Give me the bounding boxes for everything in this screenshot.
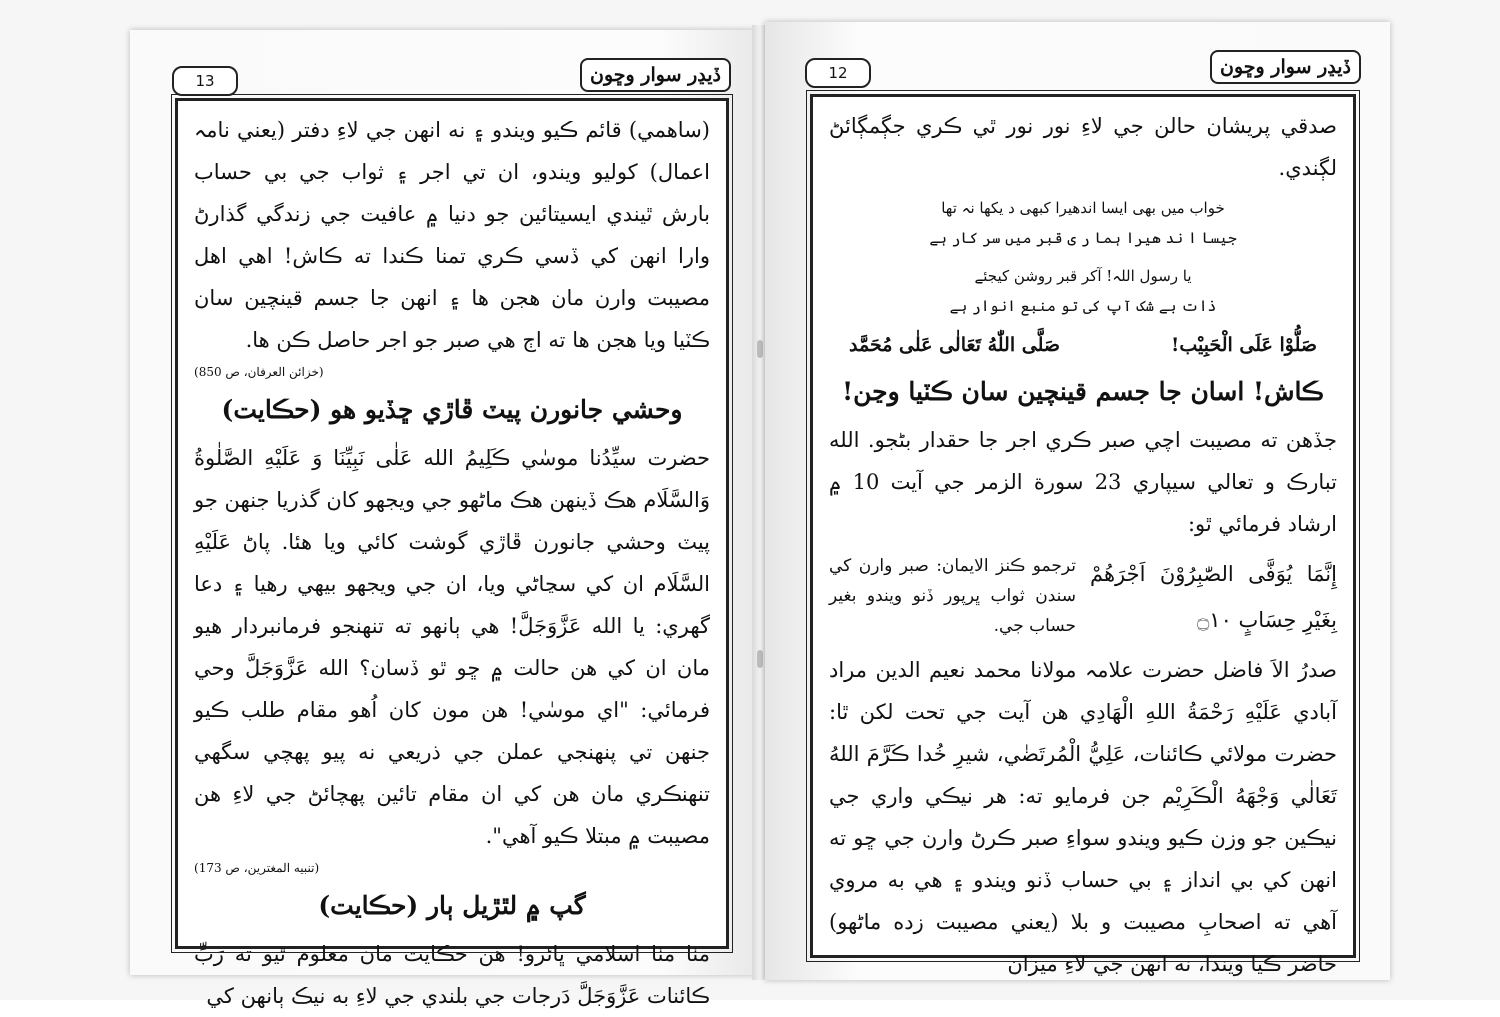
section-heading: گپ ۾ لٿڙيل ٻار (حڪايت) [318, 891, 586, 920]
verse-line: جیسا ا ند ھیرا ہما ر ی قبر میں سر کار ہے [929, 229, 1237, 247]
verse-line: یا رسول اللہ! آکر قبر روشن کیجئے [974, 267, 1192, 285]
paragraph: صدرُ الاَ فاضل حضرت علامہ مولانا محمد نعيم الدين مراد آبادي عَلَيْهِ رَحْمَةُ اللهِ الْهَادِي هن آيت جي تحت لکن ٿا: حضرت مولائي ڪائنات، عَلِيُّ الْمُرتَضٰي، شيرِ خُدا ڪَرَّمَ اللهُ تَعَالٰي وَجْهَهُ الْڪَرِيْم جن فرمايو ته: هر نيڪي واري جي نيڪين جو وزن ڪيو ويندو سواءِ صبر ڪرڻ وارن جي ڇو ته انهن کي بي انداز ۽ بي حساب ڏنو ويندو ۽ هي به مروي آهي ته اصحابِ مصيبت و بلا (يعني مصيبت زده ماڻهو) حاضر ڪيا ويندا، نه انهن جي لاءِ ميزان [829, 658, 1337, 976]
running-head: ڏيڍر سوار وڇون [1210, 50, 1361, 84]
paragraph: حضرت سيِّدُنا موسٰي ڪَلِيمُ الله عَلٰی نَبِیِّنَا وَ عَلَیْهِ الصَّلٰوةُ وَالسَّلَام هڪ ڏينهن هڪ ماڻهو جي ويجهو کان گذريا جنهن جو پيٽ وحشي جانورن ڦاڙي گوشت کائي ويا هئا. پاڻ عَلَيْهِ السَّلَام ان کي سڃاڻي ويا، ان جي ويجهو بيهي رهيا ۽ دعا گهري: يا الله عَزَّوَجَلَّ! هي ٻانهو ته تنهنجو فرمانبردار هيو مان ان کي هن حالت ۾ ڇو ٿو ڏسان؟ الله عَزَّوَجَلَّ وحي فرمائي: "اي موسٰي! هن مون کان اُهو مقام طلب ڪيو جنهن تي پنهنجي عملن جي ذريعي نه پيو پهچي سگهي تنهنڪري مان هن کي ان مقام تائين پهچائڻ جي لاءِ هن مصيبت ۾ مبتلا ڪيو آهي". [194, 446, 710, 848]
binding-stitch [757, 650, 763, 668]
right-page [765, 22, 1390, 980]
citation: (تنبيه المغترين، ص 173) [194, 861, 320, 875]
verse-line: خواب میں بھی ایسا اندھیرا کبھی د یکھا نہ تھا [941, 199, 1225, 217]
ayah-block [829, 551, 1337, 643]
salutation-response: صَلَّى اللّٰهُ تَعَالٰى عَلٰى مُحَمَّد [849, 334, 1060, 356]
page-number: 12 [805, 58, 871, 88]
quran-ayah: إِنَّمَا يُوَفَّى الصّٰبِرُوْنَ اَجْرَهُمْ بِغَيْرِ حِسَابٍ ۝۱۰ [1090, 562, 1337, 632]
text-frame [810, 94, 1356, 976]
salutation-line [849, 329, 1317, 361]
left-page [130, 30, 755, 1008]
paragraph: مٺا مٺا اسلامي ڀائرو! هن حڪايت مان معلوم ٿيو ته رَبِّ ڪائنات عَزَّوَجَلَّ دَرجات جي بلندي جي لاءِ به نيڪ ٻانهن کي [194, 942, 710, 1008]
binding-stitch [757, 340, 763, 358]
page-number: 13 [172, 66, 238, 96]
running-head: ڏيڍر سوار وڇون [580, 58, 731, 92]
section-heading: ڪاش! اسان جا جسم قينچين سان ڪٽيا وڃن! [842, 377, 1324, 406]
citation: (خزائن العرفان، ص 850) [194, 365, 324, 379]
paragraph: (ساهمي) قائم ڪيو ويندو ۽ نه انهن جي لاءِ دفتر (يعني نامہ اعمال) کوليو ويندو، ان تي اجر ۽ ثواب جي بي حساب بارش ٿيندي ايسيتائين جو دنيا ۾ عافيت جي زندگي گذارڻ وارا انهن کي ڏسي ڪري تمنا ڪندا ته ڪاش! اهي اهل مصيبت وارن مان هجن ها ۽ انهن جا جسم قينچين سان ڪٽيا ويا هجن ها ته اڄ هي صبر جو اجر حاصل ڪن ها. [194, 118, 710, 352]
poem-verses [829, 193, 1337, 321]
paragraph: جڏهن ته مصيبت اچي صبر ڪري اجر جا حقدار بڻجو. الله تبارڪ و تعالي سيپاري 23 سورة الزمر جي آيت 10 ۾ ارشاد فرمائي ٿو: [829, 428, 1338, 536]
paragraph: صدقي پريشان حالن جي لاءِ نور نور ٿي ڪري جڳمڳائڻ لڳندي. [829, 114, 1337, 180]
salutation-call: صَلُّوْا عَلَى الْحَبِيْب! [1170, 334, 1317, 356]
section-heading: وحشي جانورن پيٽ ڦاڙي ڇڏيو هو (حڪايت) [221, 395, 683, 424]
ayah-translation: ترجمو ڪنز الايمان: صبر وارن کي سندن ثواب ڀرپور ڏنو ويندو بغير حساب جي. [829, 556, 1076, 636]
verse-line: ذات بے شک آپ کی تو منبع انوار ہے [949, 297, 1217, 315]
text-frame [175, 98, 729, 1008]
